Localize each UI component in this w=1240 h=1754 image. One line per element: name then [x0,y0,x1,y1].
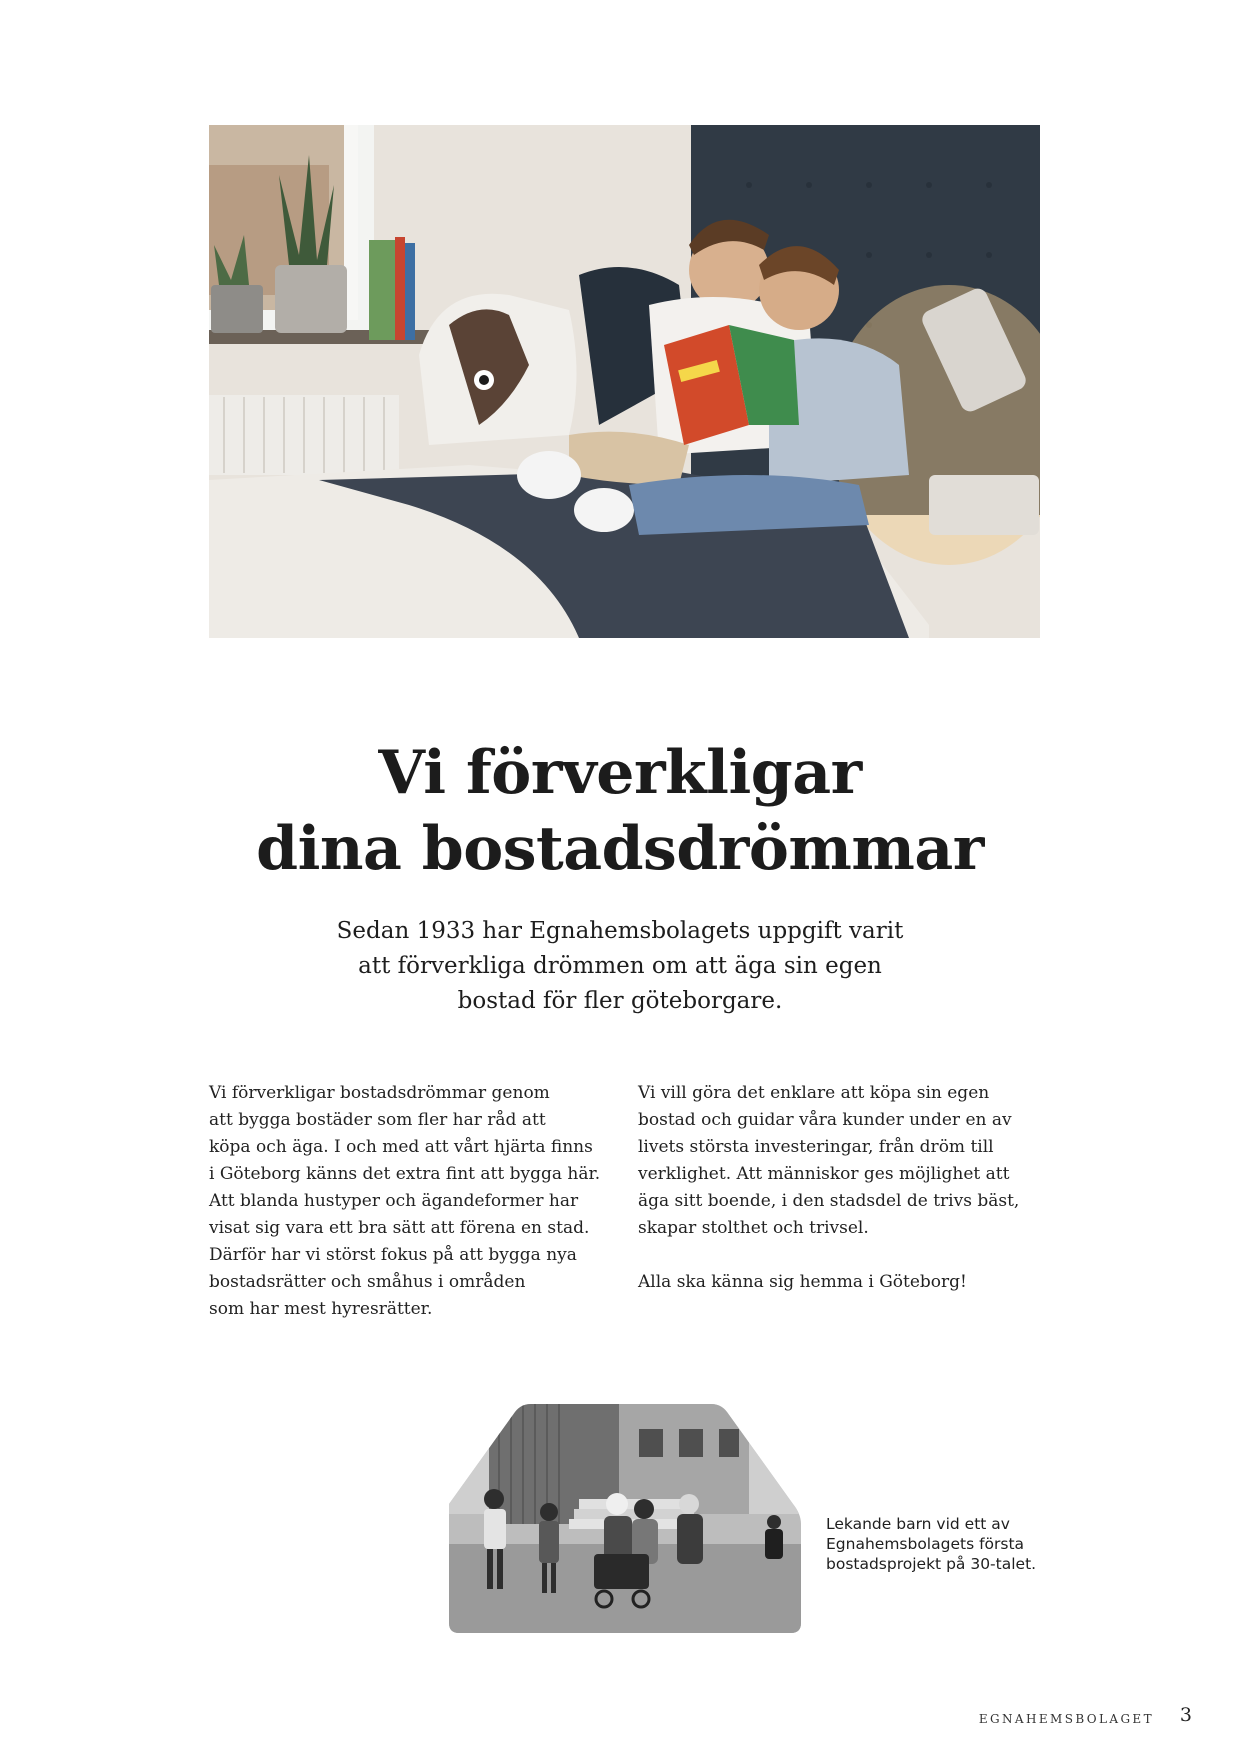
page-title-line: dina bostadsdrömmar [256,814,984,884]
body-column-right [638,1080,1058,1296]
page-title-line: Vi förverkligar [378,738,862,808]
paragraph-gap [638,1242,1058,1269]
body-line: skapar stolthet och trivsel. [638,1218,869,1238]
lead-line: bostad för fler göteborgare. [457,988,783,1014]
body-line: Att blanda hustyper och ägandeformer har [209,1191,579,1211]
body-line: livets största investeringar, från dröm till [638,1137,994,1157]
body-line: bostad och guidar våra kunder under en av [638,1110,1012,1130]
body-line: köpa och äga. I och med att vårt hjärta finns [209,1137,593,1157]
caption-line: bostadsprojekt på 30-talet. [826,1555,1037,1573]
body-line: som har mest hyresrätter. [209,1299,433,1319]
body-line: bostadsrätter och småhus i områden [209,1272,526,1292]
body-line: visat sig vara ett bra sätt att förena en stad. [209,1218,590,1238]
hero-photo [209,125,1040,638]
body-line: Vi vill göra det enklare att köpa sin egen [638,1083,990,1103]
lead-paragraph [0,914,1240,1019]
body-line: Vi förverkligar bostadsdrömmar genom [209,1083,550,1103]
page-title [0,735,1240,887]
body-column-left [209,1080,629,1323]
archive-photo [449,1404,801,1633]
caption-line: Lekande barn vid ett av [826,1515,1010,1533]
body-line: Därför har vi störst fokus på att bygga nya [209,1245,577,1265]
body-line: äga sitt boende, i den stadsdel de trivs bäst, [638,1191,1020,1211]
photo-caption [826,1514,1066,1574]
body-line: att bygga bostäder som fler har råd att [209,1110,546,1130]
page-number: 3 [1179,1704,1192,1726]
caption-line: Egnahemsbolagets första [826,1535,1025,1553]
footer-brand: EGNAHEMSBOLAGET [978,1712,1154,1726]
body-line: verklighet. Att människor ges möjlighet att [638,1164,1010,1184]
body-line: i Göteborg känns det extra fint att bygga här. [209,1164,601,1184]
lead-line: Sedan 1933 har Egnahemsbolagets uppgift varit [336,918,904,944]
lead-line: att förverkliga drömmen om att äga sin egen [358,953,882,979]
closing-line: Alla ska känna sig hemma i Göteborg! [638,1272,967,1292]
